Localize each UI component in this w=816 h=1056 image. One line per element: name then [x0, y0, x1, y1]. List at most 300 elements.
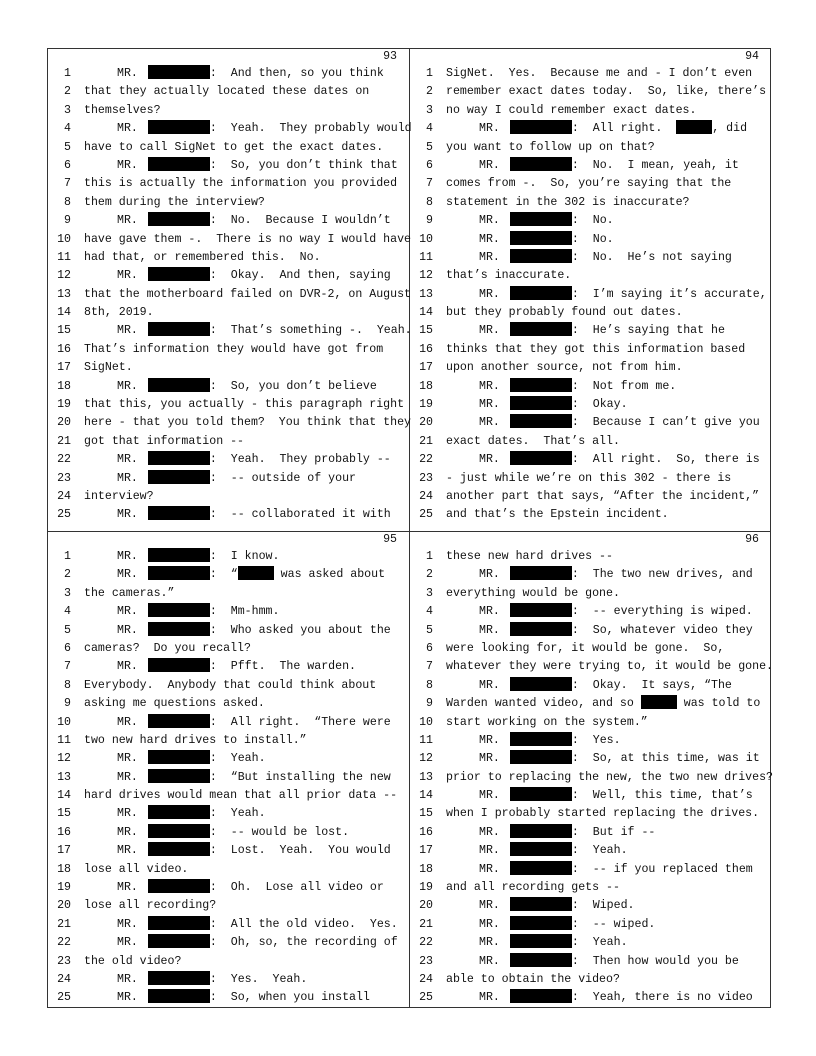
transcript-line — [410, 506, 771, 524]
transcript-line — [48, 916, 409, 934]
transcript-line — [410, 359, 771, 377]
transcript-line — [410, 640, 771, 658]
line-text — [479, 231, 614, 249]
transcript-lines — [410, 548, 771, 1008]
line-number: 19 — [419, 398, 433, 412]
line-segment: : And then, so you think — [209, 67, 384, 80]
redaction-box — [510, 451, 572, 465]
line-text — [446, 769, 773, 787]
line-segment: 8th, 2019. — [84, 306, 154, 320]
redaction-box — [148, 378, 210, 392]
line-number: 10 — [57, 232, 71, 246]
line-number: 17 — [419, 844, 433, 858]
speaker-label: MR. — [117, 508, 138, 522]
line-text — [446, 304, 683, 322]
speaker-label: MR. — [117, 214, 138, 228]
transcript-line — [410, 732, 771, 750]
line-segment: that they actually located these dates on — [84, 85, 370, 99]
redaction-box — [510, 414, 572, 428]
line-segment: : Lost. Yeah. You would — [209, 844, 391, 858]
line-text — [117, 65, 384, 83]
speaker-label: MR. — [117, 550, 138, 563]
line-text — [84, 861, 188, 879]
redaction-box — [510, 897, 572, 911]
transcript-line — [410, 824, 771, 842]
line-text — [479, 622, 753, 640]
line-text — [479, 861, 753, 879]
line-number: 13 — [57, 770, 71, 784]
line-number: 15 — [57, 807, 71, 821]
line-segment: : No. I mean, yeah, it — [571, 158, 739, 172]
speaker-label: MR. — [479, 825, 500, 839]
line-text — [446, 83, 766, 101]
line-segment: another part that says, “After the incident,” — [446, 489, 760, 503]
line-text — [446, 548, 613, 566]
line-number: 21 — [419, 917, 433, 931]
transcript-line — [48, 470, 409, 488]
transcript-page — [48, 532, 409, 1010]
speaker-label: MR. — [479, 733, 500, 747]
redaction-box — [510, 916, 572, 930]
transcript-line — [410, 322, 771, 340]
line-text — [479, 732, 621, 750]
transcript-line — [48, 805, 409, 823]
transcript-line — [410, 194, 771, 212]
line-number: 6 — [64, 641, 71, 655]
redaction-box — [510, 157, 572, 171]
line-number: 16 — [419, 342, 433, 356]
line-text — [446, 640, 724, 658]
transcript-line — [48, 83, 409, 101]
line-segment: : Okay. It says, “The — [571, 678, 732, 692]
transcript-line — [48, 139, 409, 157]
line-segment: lose all recording? — [84, 899, 217, 913]
speaker-label: MR. — [117, 471, 138, 485]
line-number: 5 — [64, 623, 71, 637]
speaker-label: MR. — [117, 660, 138, 674]
line-segment: comes from -. So, you’re saying that the — [446, 177, 732, 191]
redaction-box — [148, 566, 210, 580]
line-text — [479, 566, 753, 584]
line-number: 11 — [419, 733, 433, 747]
line-number: 8 — [64, 195, 71, 209]
redaction-box — [148, 916, 210, 930]
line-text — [479, 451, 760, 469]
line-text — [446, 805, 759, 823]
transcript-line — [48, 102, 409, 120]
line-text — [479, 378, 676, 396]
line-segment: : That’s something -. Yeah. — [209, 324, 412, 338]
line-number: 18 — [57, 379, 71, 393]
line-number: 22 — [419, 936, 433, 950]
transcript-line — [48, 677, 409, 695]
line-text — [117, 879, 384, 897]
line-text — [117, 989, 370, 1007]
page-number: 94 — [745, 50, 759, 63]
transcript-line — [410, 971, 771, 989]
redaction-box — [510, 231, 572, 245]
line-number: 10 — [419, 715, 433, 729]
line-number: 5 — [426, 140, 433, 154]
transcript-page — [410, 532, 771, 1010]
line-text — [117, 322, 412, 340]
line-text — [479, 750, 760, 768]
transcript-line — [410, 341, 771, 359]
transcript-line — [48, 953, 409, 971]
transcript-line — [48, 787, 409, 805]
transcript-line — [48, 714, 409, 732]
line-number: 12 — [419, 752, 433, 766]
line-text — [117, 506, 391, 524]
line-segment: have to call SigNet to get the exact dates. — [84, 140, 384, 154]
line-segment: : Oh. Lose all video or — [209, 881, 384, 895]
speaker-label: MR. — [479, 605, 500, 619]
speaker-label: MR. — [479, 678, 500, 692]
line-text — [479, 953, 739, 971]
line-segment: that this, you actually - this paragraph right — [84, 398, 405, 412]
transcript-line — [48, 603, 409, 621]
line-text — [84, 175, 397, 193]
transcript-line — [48, 286, 409, 304]
line-text — [446, 194, 690, 212]
line-number: 23 — [419, 471, 433, 485]
line-text — [117, 451, 391, 469]
transcript-line — [48, 695, 409, 713]
transcript-line — [410, 378, 771, 396]
transcript-line — [410, 120, 771, 138]
line-segment: - just while we’re on this 302 - there is — [446, 471, 732, 485]
line-number: 2 — [64, 568, 71, 582]
line-segment: : Yeah. — [571, 936, 628, 950]
line-number: 15 — [57, 324, 71, 338]
transcript-line — [48, 769, 409, 787]
line-segment: remember exact dates today. So, like, there’s — [446, 85, 767, 99]
transcript-line — [48, 732, 409, 750]
transcript-page — [410, 49, 771, 527]
line-text — [117, 824, 349, 842]
transcript-line — [48, 566, 409, 584]
redaction-box — [510, 842, 572, 856]
line-segment: cameras? Do you recall? — [84, 641, 251, 655]
redaction-box — [148, 714, 210, 728]
redaction-box — [148, 971, 210, 985]
line-segment: : No. He’s not saying — [571, 250, 732, 264]
line-number: 24 — [419, 972, 433, 986]
speaker-label: MR. — [117, 715, 138, 729]
line-number: 3 — [64, 103, 71, 117]
line-number: 23 — [419, 954, 433, 968]
transcript-line — [410, 83, 771, 101]
line-text — [84, 102, 161, 120]
line-text — [84, 433, 244, 451]
redaction-box — [510, 732, 572, 746]
redaction-box — [510, 396, 572, 410]
redaction-box — [510, 120, 572, 134]
line-text — [479, 916, 655, 934]
redaction-box — [510, 286, 572, 300]
line-text — [446, 139, 655, 157]
page-number: 93 — [383, 50, 397, 63]
transcript-line — [410, 695, 771, 713]
transcript-line — [48, 212, 409, 230]
line-number: 2 — [64, 85, 71, 99]
line-text — [479, 934, 628, 952]
line-text — [84, 194, 265, 212]
line-segment: lose all video. — [84, 862, 189, 876]
redaction-box — [148, 989, 210, 1003]
line-text — [446, 359, 683, 377]
line-segment: themselves? — [84, 103, 161, 117]
transcript-line — [410, 286, 771, 304]
speaker-label: MR. — [117, 122, 138, 136]
line-number: 1 — [64, 67, 71, 80]
speaker-label: MR. — [117, 770, 138, 784]
speaker-label: MR. — [479, 623, 500, 637]
transcript-line — [410, 714, 771, 732]
line-segment: , did — [712, 122, 748, 136]
line-number: 12 — [419, 269, 433, 283]
line-text — [479, 120, 747, 138]
line-number: 25 — [57, 991, 71, 1005]
line-segment: when I probably started replacing the drives. — [446, 807, 760, 821]
line-text — [117, 120, 412, 138]
line-text — [117, 658, 356, 676]
line-number: 13 — [419, 770, 433, 784]
transcript-line — [410, 677, 771, 695]
redaction-box — [510, 603, 572, 617]
transcript-line — [48, 194, 409, 212]
line-text — [446, 506, 669, 524]
transcript-line — [48, 175, 409, 193]
line-text — [84, 787, 397, 805]
line-text — [117, 805, 266, 823]
transcript-line — [410, 658, 771, 676]
line-text — [84, 677, 376, 695]
line-number: 21 — [57, 917, 71, 931]
line-text — [117, 470, 356, 488]
line-segment: : Pfft. The warden. — [209, 660, 356, 674]
transcript-line — [48, 989, 409, 1007]
line-text — [479, 157, 739, 175]
redaction-box — [148, 451, 210, 465]
line-segment: that the motherboard failed on DVR-2, on August — [84, 287, 411, 301]
line-text — [84, 488, 154, 506]
line-segment: here - that you told them? You think that they — [84, 416, 411, 430]
line-segment: and that’s the Epstein incident. — [446, 508, 669, 522]
transcript-line — [48, 65, 409, 83]
line-text — [479, 212, 614, 230]
transcript-line — [410, 897, 771, 915]
transcript-line — [48, 658, 409, 676]
transcript-line — [410, 175, 771, 193]
transcript-line — [48, 934, 409, 952]
transcript-line — [410, 470, 771, 488]
speaker-label: MR. — [117, 972, 138, 986]
line-number: 23 — [57, 471, 71, 485]
transcript-line — [48, 249, 409, 267]
line-text — [446, 714, 648, 732]
redaction-box — [148, 769, 210, 783]
line-number: 14 — [419, 306, 433, 320]
transcript-line — [48, 396, 409, 414]
line-segment: this is actually the information you provided — [84, 177, 398, 191]
line-segment: : The two new drives, and — [571, 568, 753, 582]
transcript-line — [48, 879, 409, 897]
speaker-label: MR. — [117, 324, 138, 338]
line-segment: start working on the system.” — [446, 715, 648, 729]
transcript-line — [48, 824, 409, 842]
speaker-label: MR. — [117, 825, 138, 839]
transcript-line — [410, 548, 771, 566]
line-text — [117, 566, 385, 584]
transcript-line — [410, 805, 771, 823]
speaker-label: MR. — [479, 954, 500, 968]
transcript-line — [48, 414, 409, 432]
line-text — [84, 732, 307, 750]
line-text — [479, 787, 753, 805]
line-segment: whatever they were trying to, it would be gone. — [446, 660, 773, 674]
line-segment: : No. — [571, 232, 614, 246]
line-segment: : No. — [571, 214, 614, 228]
redaction-box — [148, 934, 210, 948]
line-number: 10 — [419, 232, 433, 246]
line-number: 10 — [57, 715, 71, 729]
line-segment: the cameras.” — [84, 586, 175, 600]
line-text — [117, 750, 266, 768]
redaction-box — [510, 622, 572, 636]
line-text — [117, 548, 279, 566]
line-text — [117, 769, 391, 787]
redaction-box — [510, 861, 572, 875]
transcript-line — [410, 102, 771, 120]
line-segment: : All right. So, there is — [571, 453, 760, 467]
redaction-box — [238, 566, 274, 580]
line-number: 17 — [57, 361, 71, 375]
line-text — [84, 139, 383, 157]
line-segment: : So, when you install — [209, 991, 370, 1005]
transcript-line — [48, 861, 409, 879]
line-number: 11 — [57, 250, 71, 264]
transcript-line — [410, 212, 771, 230]
line-number: 3 — [426, 103, 433, 117]
transcript-line — [410, 622, 771, 640]
transcript-line — [410, 488, 771, 506]
line-text — [84, 953, 181, 971]
transcript-line — [48, 322, 412, 340]
transcript-line — [410, 787, 771, 805]
line-segment: : All right. — [571, 122, 677, 136]
page-number: 96 — [745, 533, 759, 546]
transcript-line — [410, 396, 771, 414]
line-segment: had that, or remembered this. No. — [84, 250, 321, 264]
line-number: 21 — [419, 434, 433, 448]
line-text — [84, 286, 411, 304]
line-number: 11 — [57, 733, 71, 747]
line-number: 5 — [64, 140, 71, 154]
transcript-line — [48, 341, 409, 359]
transcript-line — [48, 622, 409, 640]
line-text — [84, 897, 216, 915]
line-number: 24 — [419, 489, 433, 503]
line-number: 17 — [57, 844, 71, 858]
speaker-label: MR. — [479, 158, 500, 172]
redaction-box — [148, 842, 210, 856]
speaker-label: MR. — [117, 379, 138, 393]
line-text — [446, 175, 731, 193]
line-text — [117, 267, 391, 285]
transcript-line — [410, 65, 771, 83]
speaker-label: MR. — [117, 623, 138, 637]
line-number: 2 — [426, 85, 433, 99]
transcript-line — [48, 548, 409, 566]
transcript-line — [410, 861, 771, 879]
line-segment: interview? — [84, 489, 154, 503]
line-text — [479, 249, 732, 267]
redaction-box — [148, 470, 210, 484]
line-text — [479, 396, 628, 414]
line-segment: : “But installing the new — [209, 770, 391, 784]
line-text — [84, 414, 411, 432]
line-segment: : But if -- — [571, 825, 656, 839]
redaction-box — [148, 622, 210, 636]
line-text — [446, 879, 620, 897]
line-number: 9 — [64, 697, 71, 711]
line-segment: : -- wiped. — [571, 917, 656, 931]
speaker-label: MR. — [479, 752, 500, 766]
line-text — [117, 714, 391, 732]
line-number: 24 — [57, 972, 71, 986]
redaction-box — [510, 750, 572, 764]
line-text — [446, 971, 620, 989]
line-text — [117, 934, 398, 952]
transcript-line — [410, 750, 771, 768]
line-segment: : I’m saying it’s accurate, — [571, 287, 767, 301]
speaker-label: MR. — [117, 917, 138, 931]
line-number: 2 — [426, 568, 433, 582]
redaction-box — [148, 157, 210, 171]
redaction-box — [510, 787, 572, 801]
line-text — [479, 322, 725, 340]
line-text — [446, 102, 696, 120]
line-segment: SigNet. Yes. Because me and - I don’t even — [446, 67, 753, 80]
line-segment: were looking for, it would be gone. So, — [446, 641, 725, 655]
line-segment: prior to replacing the new, the two new drives? — [446, 770, 773, 784]
redaction-box — [148, 322, 210, 336]
redaction-box — [510, 989, 572, 1003]
transcript-line — [410, 989, 771, 1007]
speaker-label: MR. — [479, 568, 500, 582]
transcript-line — [410, 267, 771, 285]
transcript-lines — [48, 65, 412, 525]
speaker-label: MR. — [479, 379, 500, 393]
line-number: 16 — [57, 825, 71, 839]
line-segment: : Because I can’t give you — [571, 416, 760, 430]
transcript-lines — [410, 65, 771, 525]
speaker-label: MR. — [479, 862, 500, 876]
line-segment: : Mm-hmm. — [209, 605, 280, 619]
line-segment: : -- would be lost. — [209, 825, 350, 839]
line-text — [84, 359, 133, 377]
line-text — [446, 488, 759, 506]
transcript-line — [48, 506, 409, 524]
redaction-box — [148, 267, 210, 281]
line-number: 20 — [57, 899, 71, 913]
redaction-box — [148, 805, 210, 819]
line-number: 18 — [419, 379, 433, 393]
transcript-line — [410, 769, 771, 787]
transcript-line — [48, 488, 409, 506]
line-segment: : All right. “There were — [209, 715, 391, 729]
